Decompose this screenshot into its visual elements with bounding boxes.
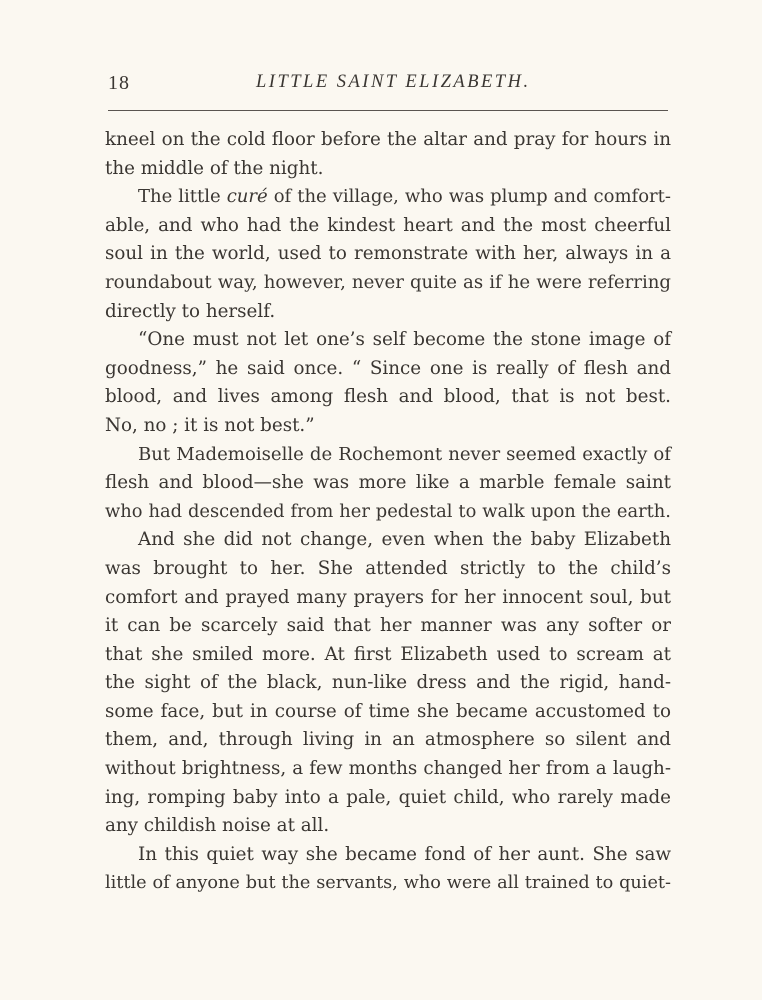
text-line: And she did not change, even when the baby Elizabeth [138, 529, 671, 551]
body-text [105, 126, 671, 898]
text-line: who had descended from her pedestal to walk upon the earth. [105, 500, 671, 522]
text-line: blood, and lives among flesh and blood, that is not best. [105, 386, 671, 408]
text-line: any childish noise at all. [105, 815, 330, 837]
text-line: flesh and blood—she was more like a marble female saint [105, 472, 671, 494]
text-line: without brightness, a few months changed her from a laugh- [105, 758, 671, 780]
text-line: goodness,” he said once. “ Since one is really of flesh and [105, 357, 671, 379]
text-line: But Mademoiselle de Rochemont never seemed exactly of [138, 443, 671, 465]
text-line: “One must not let one’s self become the stone image of [138, 329, 671, 351]
text-line: No, no ; it is not best.” [105, 414, 315, 436]
text-line: soul in the world, used to remonstrate with her, always in a [105, 243, 671, 265]
text-line: comfort and prayed many prayers for her innocent soul, but [105, 586, 671, 608]
text-line: the middle of the night. [105, 157, 324, 179]
text-line: that she smiled more. At first Elizabeth used to scream at [105, 643, 671, 665]
text-line: was brought to her. She attended strictly to the child’s [105, 557, 671, 579]
text-line: some face, but in course of time she became accustomed to [105, 700, 671, 722]
running-title: LITTLE SAINT ELIZABETH. [256, 72, 531, 92]
text-line: able, and who had the kindest heart and the most cheerful [105, 214, 671, 236]
text-segment: The little [138, 186, 227, 208]
text-line [105, 183, 671, 212]
text-line: it can be scarcely said that her manner was any softer or [105, 615, 671, 637]
text-line: them, and, through living in an atmosphere so silent and [105, 729, 671, 751]
text-line: directly to herself. [105, 300, 276, 322]
header-rule [108, 110, 668, 111]
text-line: ing, romping baby into a pale, quiet child, who rarely made [105, 786, 671, 808]
text-line: kneel on the cold floor before the altar and pray for hours in [105, 129, 671, 150]
text-line: roundabout way, however, never quite as if he were referring [105, 271, 671, 293]
italic-word: curé [226, 186, 268, 208]
text-segment: of the village, who was plump and comfort- [267, 186, 671, 208]
page-number: 18 [108, 72, 130, 94]
page-header [108, 72, 668, 108]
text-line: little of anyone but the servants, who were all trained to quiet- [105, 873, 671, 894]
text-line: the sight of the black, nun-like dress and the rigid, hand- [105, 672, 671, 694]
text-line: In this quiet way she became fond of her aunt. She saw [138, 843, 671, 865]
